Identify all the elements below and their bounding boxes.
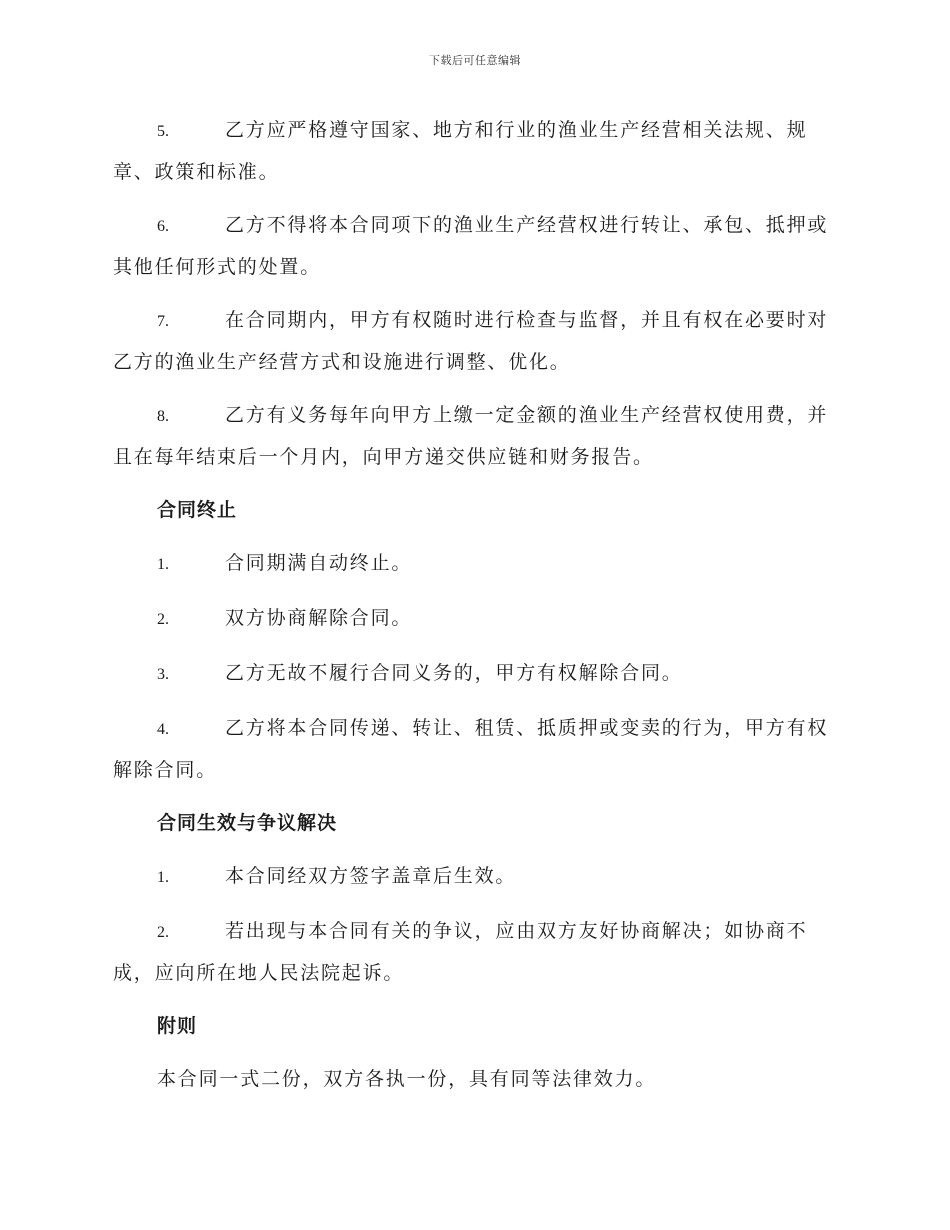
list-item xyxy=(113,395,833,477)
item-number: 4. xyxy=(157,721,169,738)
list-item xyxy=(113,110,833,192)
section-heading-effect: 合同生效与争议解决 xyxy=(157,812,338,834)
item-number: 5. xyxy=(157,123,169,140)
list-item xyxy=(113,598,833,640)
list-item xyxy=(113,911,833,993)
item-number: 2. xyxy=(157,611,169,628)
item-text: 乙方有义务每年向甲方上缴一定金额的渔业生产经营权使用费，并且在每年结束后一个月内，向甲方递交供应链和财务报告。 xyxy=(113,404,829,468)
item-number: 8. xyxy=(157,408,169,425)
page-header: 下载后可任意编辑 xyxy=(429,54,521,67)
item-text: 双方协商解除合同。 xyxy=(225,607,413,629)
item-number: 1. xyxy=(157,556,169,573)
section-heading-termination: 合同终止 xyxy=(157,499,238,521)
item-number: 6. xyxy=(157,218,169,235)
item-text: 乙方无故不履行合同义务的，甲方有权解除合同。 xyxy=(225,662,683,684)
document-body xyxy=(113,110,833,1099)
list-item xyxy=(113,543,833,585)
list-item xyxy=(113,300,833,382)
item-text: 若出现与本合同有关的争议，应由双方友好协商解决；如协商不成，应向所在地人民法院起诉。 xyxy=(113,920,808,984)
item-text: 乙方不得将本合同项下的渔业生产经营权进行转让、承包、抵押或其他任何形式的处置。 xyxy=(113,214,829,278)
item-text: 本合同经双方签字盖章后生效。 xyxy=(225,865,517,887)
list-item xyxy=(113,205,833,287)
item-number: 7. xyxy=(157,313,169,330)
section-heading-appendix: 附则 xyxy=(157,1015,198,1037)
item-number: 1. xyxy=(157,869,169,886)
item-number: 3. xyxy=(157,666,169,683)
appendix-paragraph: 本合同一式二份，双方各执一份，具有同等法律效力。 xyxy=(157,1068,657,1090)
item-number: 2. xyxy=(157,924,169,941)
list-item xyxy=(113,856,833,898)
item-text: 合同期满自动终止。 xyxy=(225,552,413,574)
item-text: 乙方将本合同传递、转让、租赁、抵质押或变卖的行为，甲方有权解除合同。 xyxy=(113,717,829,781)
item-text: 在合同期内，甲方有权随时进行检查与监督，并且有权在必要时对乙方的渔业生产经营方式和设施进行调整、优化。 xyxy=(113,309,829,373)
list-item xyxy=(113,708,833,790)
list-item xyxy=(113,653,833,695)
item-text: 乙方应严格遵守国家、地方和行业的渔业生产经营相关法规、规章、政策和标准。 xyxy=(113,119,808,183)
